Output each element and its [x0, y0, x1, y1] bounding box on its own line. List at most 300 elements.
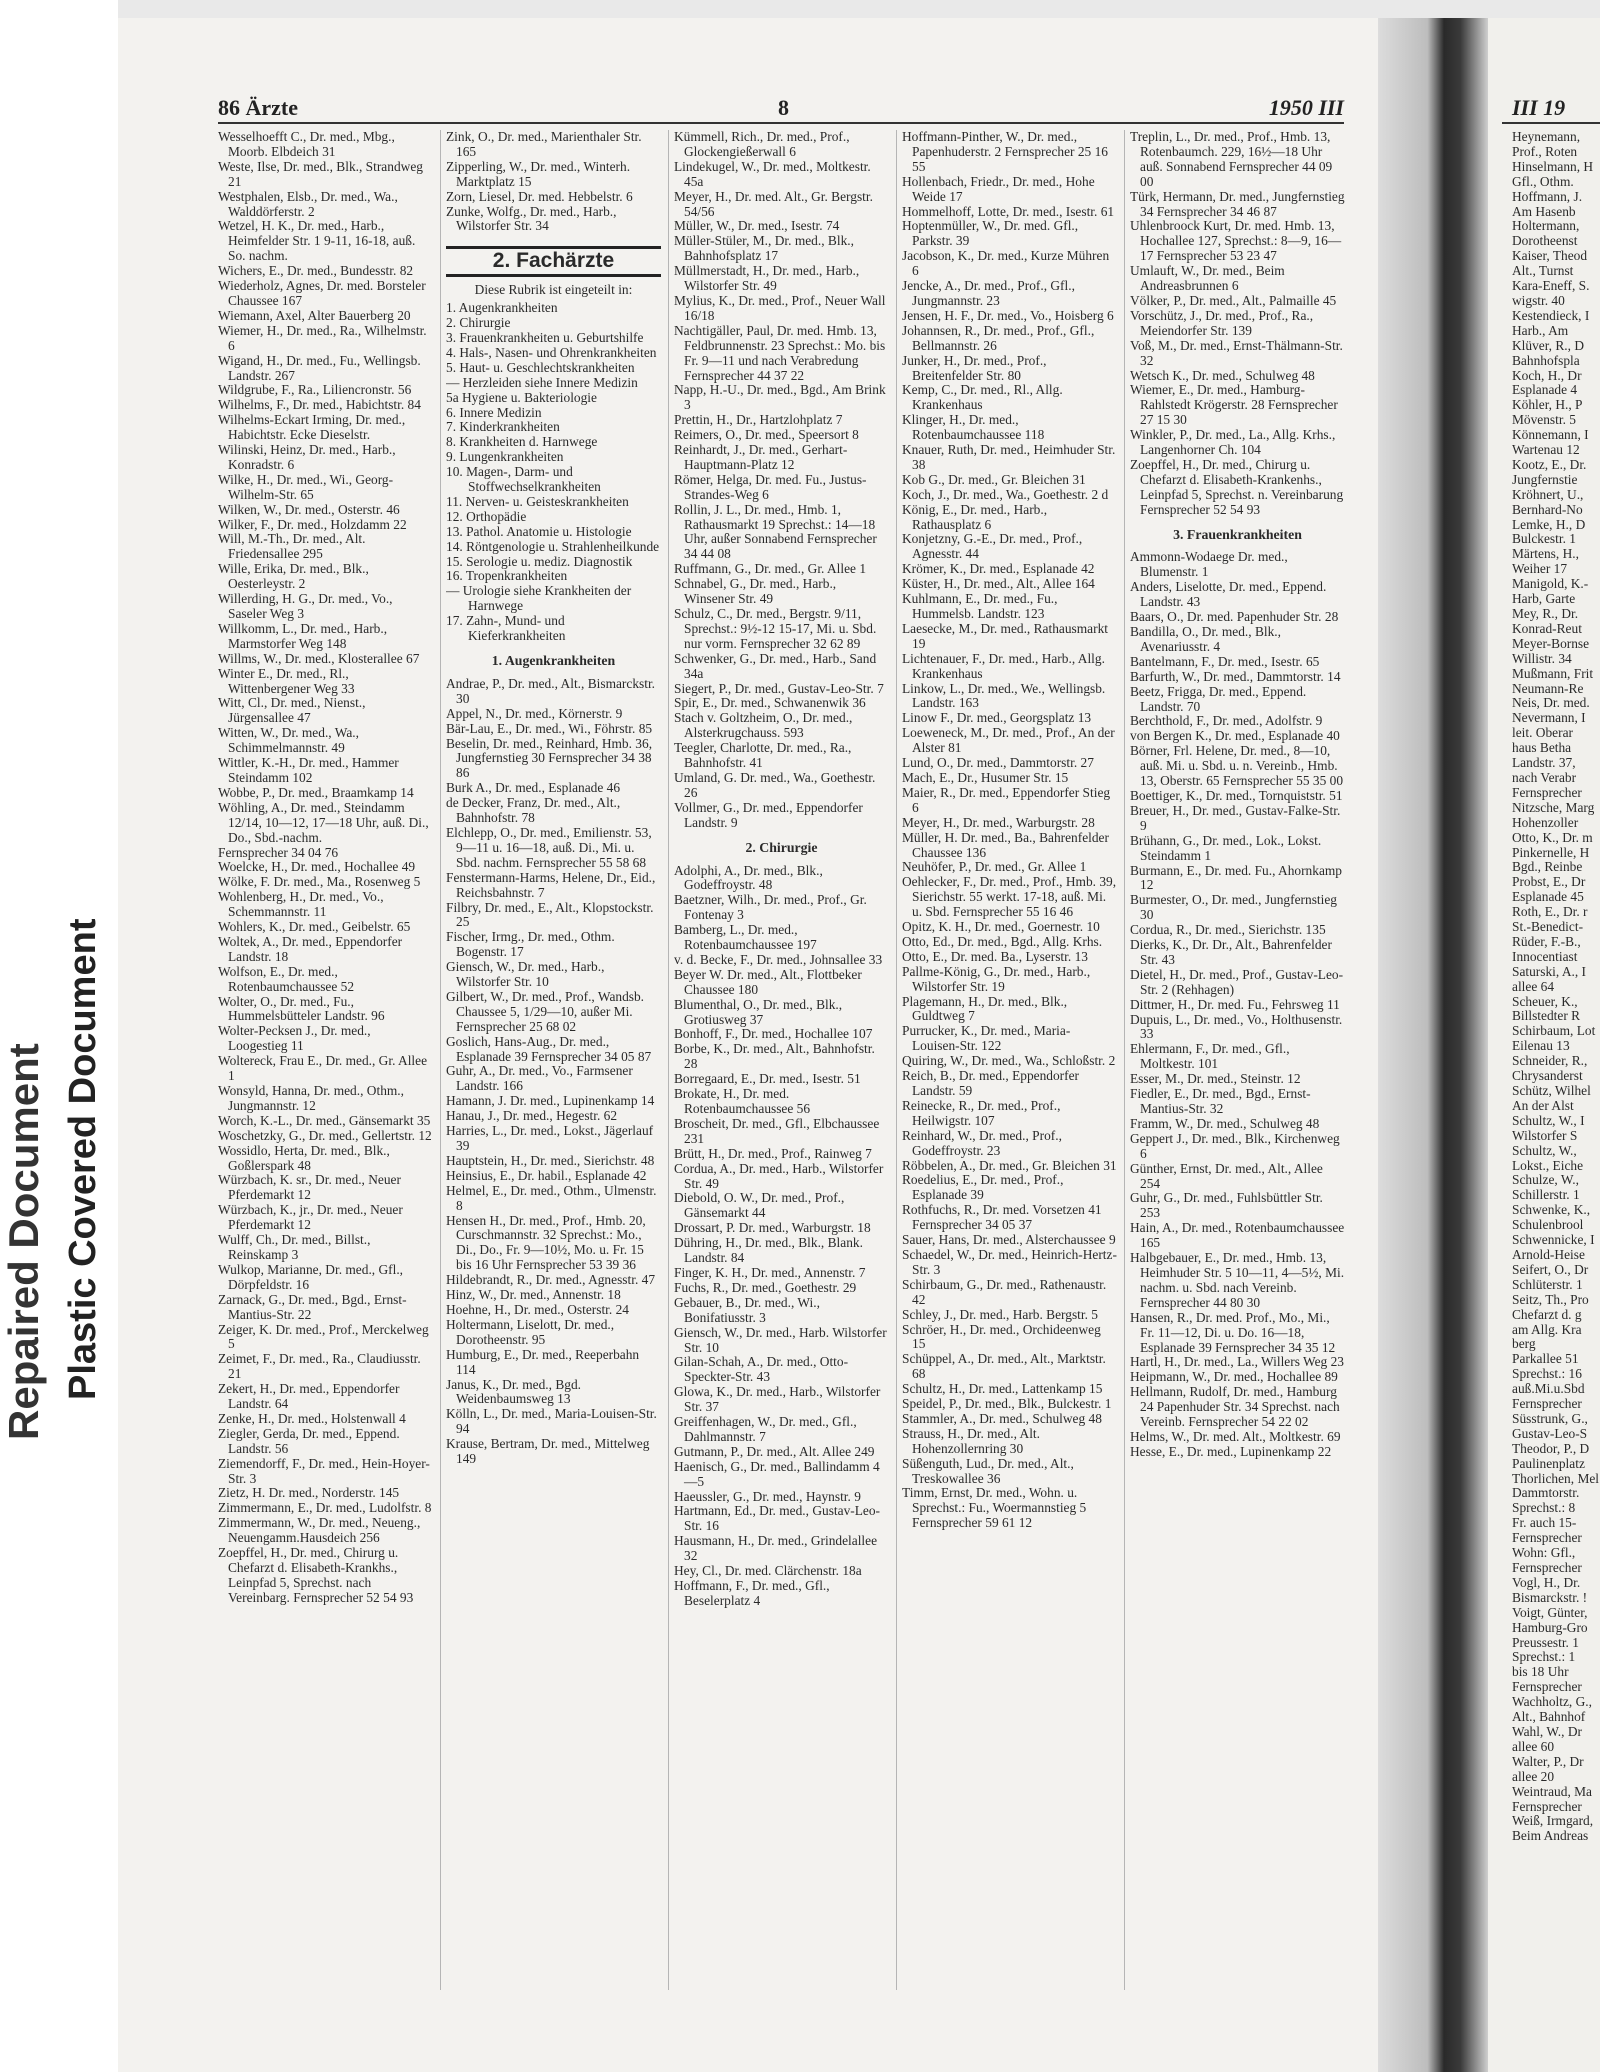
- directory-entry: Wilinski, Heinz, Dr. med., Harb., Konradstr. 6: [218, 442, 396, 472]
- facing-page-line: Schirbaum, Lot: [1512, 1023, 1596, 1039]
- directory-entry: Hellmann, Rudolf, Dr. med., Hamburg 24 Papenhuder Str. 34 Sprechst. nach Vereinb. Fernsprecher 54 22 02: [1130, 1384, 1340, 1430]
- directory-entry: Wiemer, E., Dr. med., Hamburg-Rahlstedt Krögerstr. 28 Fernsprecher 27 15 30: [1130, 382, 1338, 428]
- directory-entry: Ehlermann, F., Dr. med., Gfl., Moltkestr. 101: [1130, 1041, 1290, 1072]
- directory-entry: Kemp, C., Dr. med., Rl., Allg. Krankenhaus: [902, 382, 1063, 413]
- directory-entry: Krause, Bertram, Dr. med., Mittelweg 149: [446, 1436, 650, 1467]
- rubric-list-item: 10. Magen-, Darm- und Stoffwechselkrankheiten: [446, 464, 601, 495]
- directory-entry: Andrae, P., Dr. med., Alt., Bismarckstr. 30: [446, 675, 656, 706]
- directory-entry: Spir, E., Dr. med., Schwanenwik 36: [674, 695, 866, 711]
- directory-entry: Woltereck, Frau E., Dr. med., Gr. Allee 1: [218, 1053, 428, 1084]
- directory-entry: Wiemer, H., Dr. med., Ra., Wilhelmstr. 6: [218, 322, 427, 353]
- facing-page-line: Kaiser, Theod: [1512, 248, 1588, 264]
- directory-entry: Winter E., Dr. med., Rl., Wittenbergener Weg 33: [218, 665, 355, 696]
- directory-entry: Willms, W., Dr. med., Klosterallee 67: [218, 650, 420, 666]
- directory-entry: Ruffmann, G., Dr. med., Gr. Allee 1: [674, 561, 867, 577]
- directory-entry: Wesselhoefft C., Dr. med., Mbg., Moorb. Elbdeich 31: [218, 130, 395, 159]
- facing-page-line: Theodor, P., D: [1512, 1440, 1590, 1456]
- directory-entry: Küster, H., Dr. med., Alt., Allee 164: [902, 576, 1095, 592]
- directory-entry: Hildebrandt, R., Dr. med., Agnesstr. 47: [446, 1272, 656, 1288]
- facing-page-line: Weiß, Irmgard,: [1512, 1813, 1594, 1829]
- directory-entry: Römer, Helga, Dr. med. Fu., Justus-Strandes-Weg 6: [674, 471, 867, 502]
- directory-entry: Junker, H., Dr. med., Prof., Breitenfelder Str. 80: [902, 352, 1047, 383]
- facing-page-line: Schwennicke, I: [1512, 1232, 1595, 1248]
- directory-entry: Will, M.-Th., Dr. med., Alt. Friedensallee 295: [218, 531, 366, 562]
- directory-entry: Witt, Cl., Dr. med., Nienst., Jürgensallee 47: [218, 695, 366, 726]
- facing-page-line: Bulckestr. 1: [1512, 531, 1576, 547]
- directory-entry: Fenstermann-Harms, Helene, Dr., Eid., Reichsbahnstr. 7: [446, 869, 656, 900]
- directory-entry: Müller, H. Dr. med., Ba., Bahrenfelder Chaussee 136: [902, 829, 1109, 860]
- facing-page-line: Bgd., Reinbe: [1512, 859, 1583, 875]
- directory-entry: Kuhlmann, E., Dr. med., Fu., Hummelsb. Landstr. 123: [902, 591, 1058, 621]
- directory-entry: Schulz, C., Dr. med., Bergstr. 9/11, Sprechst.: 9½-12 15-17, Mi. u. Sbd. nur vorm. Fernsprecher 32 62 89: [674, 606, 877, 651]
- facing-page-line: haus Betha: [1512, 740, 1572, 756]
- directory-entry: Burk A., Dr. med., Esplanade 46: [446, 780, 621, 796]
- directory-entry: Finger, K. H., Dr. med., Annenstr. 7: [674, 1264, 866, 1280]
- facing-page-line: allee 20: [1512, 1768, 1555, 1784]
- directory-entry: Wolfson, E., Dr. med., Rotenbaumchaussee 52: [218, 963, 355, 994]
- facing-page-line: Lemke, H., D: [1512, 516, 1586, 532]
- facing-page-line: Fernsprecher: [1512, 1679, 1582, 1695]
- rubric-list-item: 2. Chirurgie: [446, 315, 511, 331]
- directory-column-2: [446, 130, 661, 1990]
- facing-page-line: Landstr. 37,: [1512, 755, 1576, 771]
- section-box-heading: 2. Fachärzte: [446, 246, 661, 277]
- facing-page-line: Konrad-Reut: [1512, 620, 1582, 636]
- facing-page-line: Schultz, W.,: [1512, 1142, 1577, 1158]
- directory-entry: Dühring, H., Dr. med., Blk., Blank. Landstr. 84: [674, 1235, 863, 1266]
- directory-entry: Zoepffel, H., Dr. med., Chirurg u. Chefarzt d. Elisabeth-Krankenhs., Leinpfad 5, Sprechst. n. Vereinbarung Fernsprecher 52 54 93: [1130, 456, 1344, 517]
- directory-entry: Cordua, R., Dr. med., Sierichstr. 135: [1130, 922, 1326, 938]
- directory-entry: de Decker, Franz, Dr. med., Alt., Bahnhofstr. 78: [446, 795, 621, 826]
- directory-entry: Appel, N., Dr. med., Körnerstr. 9: [446, 705, 623, 721]
- directory-column-4: [902, 130, 1117, 1990]
- directory-entry: Stammler, A., Dr. med., Schulweg 48: [902, 1410, 1102, 1426]
- facing-page-line: Hinselmann, H: [1512, 158, 1594, 174]
- facing-page-line: nach Verabr: [1512, 769, 1577, 785]
- facing-page-line: Bernhard-No: [1512, 501, 1583, 517]
- directory-entry: Wöhling, A., Dr. med., Steindamm 12/14, 10—12, 17—18 Uhr, auß. Di., Do., Sbd.-nachm.: [218, 799, 429, 845]
- directory-entry: Teegler, Charlotte, Dr. med., Ra., Bahnhofstr. 41: [674, 740, 852, 771]
- directory-entry: Opitz, K. H., Dr. med., Goernestr. 10: [902, 919, 1100, 935]
- facing-page-line: Wilstorfer S: [1512, 1127, 1578, 1143]
- directory-entry: Wolter-Pecksen J., Dr. med., Loogestieg 11: [218, 1023, 371, 1054]
- directory-entry: Ziemendorff, F., Dr. med., Hein-Hoyer-Str. 3: [218, 1455, 430, 1486]
- directory-entry: Woltek, A., Dr. med., Eppendorfer Landstr. 18: [218, 933, 403, 964]
- directory-entry: Adolphi, A., Dr. med., Blk., Godeffroystr. 48: [674, 862, 823, 893]
- directory-entry: Mach, E., Dr., Husumer Str. 15: [902, 769, 1069, 785]
- plastic-covered-label: Plastic Covered Document: [62, 918, 104, 1400]
- facing-page-line: Kestendieck, I: [1512, 307, 1590, 323]
- rubric-list-item: 7. Kinderkrankheiten: [446, 419, 560, 435]
- facing-page-line: leit. Oberar: [1512, 725, 1573, 741]
- directory-entry: Purrucker, K., Dr. med., Maria-Louisen-Str. 122: [902, 1023, 1071, 1054]
- directory-entry: Bandilla, O., Dr. med., Blk., Avenariusstr. 4: [1130, 624, 1282, 654]
- directory-entry: Würzbach, K., jr., Dr. med., Neuer Pferdemarkt 12: [218, 1202, 403, 1233]
- directory-entry: Meyer, H., Dr. med. Alt., Gr. Bergstr. 54/56: [674, 188, 873, 219]
- directory-entry: Wigand, H., Dr. med., Fu., Wellingsb. Landstr. 267: [218, 352, 421, 383]
- directory-entry: Hesse, E., Dr. med., Lupinenkamp 22: [1130, 1443, 1332, 1459]
- facing-page-line: Fernsprecher: [1512, 784, 1582, 800]
- directory-entry: Haeussler, G., Dr. med., Haynstr. 9: [674, 1488, 861, 1504]
- directory-entry: Prettin, H., Dr., Hartzlohplatz 7: [674, 412, 843, 428]
- facing-page-line: Sprechst.: 16: [1512, 1366, 1582, 1382]
- directory-entry: Hinz, W., Dr. med., Annenstr. 18: [446, 1287, 621, 1303]
- directory-entry: Burmester, O., Dr. med., Jungfernstieg 30: [1130, 892, 1337, 923]
- directory-entry: Lichtenauer, F., Dr. med., Harb., Allg. Krankenhaus: [902, 650, 1105, 681]
- directory-entry: Dittmer, H., Dr. med. Fu., Fehrsweg 11: [1130, 996, 1340, 1012]
- directory-entry: Filbry, Dr. med., E., Alt., Klopstockstr. 25: [446, 899, 654, 930]
- directory-entry: Guhr, A., Dr. med., Vo., Farmsener Landstr. 166: [446, 1063, 633, 1094]
- facing-page-line: Fernsprecher: [1512, 1798, 1582, 1814]
- facing-page-line: Arnold-Heise: [1512, 1246, 1585, 1262]
- directory-entry: Drossart, P. Dr. med., Warburgstr. 18: [674, 1220, 871, 1236]
- facing-page-line: Roth, E., Dr. r: [1512, 904, 1588, 920]
- facing-page-line: Probst, E., Dr: [1512, 874, 1586, 890]
- directory-entry: Timm, Ernst, Dr. med., Wohn. u. Sprechst.: Fu., Woermannstieg 5 Fernsprecher 59 61 12: [902, 1485, 1087, 1531]
- directory-entry: Zarnack, G., Dr. med., Bgd., Ernst-Mantius-Str. 22: [218, 1291, 407, 1322]
- directory-entry: Voß, M., Dr. med., Ernst-Thälmann-Str. 32: [1130, 337, 1343, 368]
- directory-entry: Woschetzky, G., Dr. med., Gellertstr. 12: [218, 1127, 432, 1143]
- facing-page-line: Schneider, R.,: [1512, 1053, 1588, 1069]
- directory-entry: Hensen H., Dr. med., Prof., Hmb. 20, Curschmannstr. 32 Sprechst.: Mo., Di., Do., Fr. 9—10½, Mo. u. Fr. 15 bis 16 Uhr Fernsprecher 53 39 36: [446, 1212, 646, 1273]
- directory-entry: Müller, W., Dr. med., Isestr. 74: [674, 218, 840, 234]
- facing-page-line: Alt., Bahnhof: [1512, 1709, 1586, 1725]
- rubric-list-item: 16. Tropenkrankheiten: [446, 568, 568, 584]
- facing-page-line: am Allg. Kra: [1512, 1321, 1582, 1337]
- directory-entry: Krömer, K., Dr. med., Esplanade 42: [902, 561, 1095, 577]
- directory-entry: Otto, Ed., Dr. med., Bgd., Allg. Krhs.: [902, 933, 1103, 949]
- repaired-document-label: Repaired Document: [0, 1043, 47, 1440]
- column-divider: [440, 130, 441, 1990]
- facing-page-line: Preussestr. 1: [1512, 1634, 1579, 1650]
- directory-entry: Bär-Lau, E., Dr. med., Wi., Föhrstr. 85: [446, 720, 653, 736]
- directory-entry: Guhr, G., Dr. med., Fuhlsbüttler Str. 253: [1130, 1190, 1323, 1221]
- directory-entry: Hain, A., Dr. med., Rotenbaumchaussee 165: [1130, 1220, 1345, 1251]
- directory-entry: Greiffenhagen, W., Dr. med., Gfl., Dahlmannstr. 7: [674, 1414, 857, 1444]
- directory-entry: Zipperling, W., Dr. med., Winterh. Marktplatz 15: [446, 158, 631, 189]
- directory-entry: Giensch, W., Dr. med., Harb. Wilstorfer Str. 10: [674, 1324, 887, 1355]
- facing-page-line: Am Hasenb: [1512, 203, 1576, 219]
- directory-entry: Weste, Ilse, Dr. med., Blk., Strandweg 21: [218, 158, 423, 189]
- directory-entry: Rollin, J. L., Dr. med., Hmb. 1, Rathausmarkt 19 Sprechst.: 14—18 Uhr, außer Sonnabend Fernsprecher 34 44 08: [674, 501, 877, 562]
- directory-entry: Wilker, F., Dr. med., Holzdamm 22: [218, 516, 407, 532]
- directory-entry: Gilbert, W., Dr. med., Prof., Wandsb. Chaussee 5, 1/29—10, außer Mi. Fernsprecher 25 68 02: [446, 988, 645, 1034]
- rubric-list-item: 4. Hals-, Nasen- und Ohrenkrankheiten: [446, 344, 657, 360]
- directory-entry: Vollmer, G., Dr. med., Eppendorfer Landstr. 9: [674, 799, 863, 830]
- directory-entry: Kölln, L., Dr. med., Maria-Louisen-Str. 94: [446, 1406, 657, 1437]
- directory-entry: Baars, O., Dr. med. Papenhuder Str. 28: [1130, 609, 1339, 625]
- directory-entry: Hanau, J., Dr. med., Hegestr. 62: [446, 1108, 618, 1124]
- facing-page-line: Billstedter R: [1512, 1008, 1581, 1024]
- facing-page-line: Esplanade 4: [1512, 382, 1578, 398]
- directory-entry: Quiring, W., Dr. med., Wa., Schloßstr. 2: [902, 1053, 1116, 1069]
- directory-entry: Hamann, J. Dr. med., Lupinenkamp 14: [446, 1093, 655, 1109]
- directory-entry: Napp, H.-U., Dr. med., Bgd., Am Brink 3: [674, 382, 886, 413]
- directory-entry: Zorn, Liesel, Dr. med. Hebbelstr. 6: [446, 188, 633, 204]
- directory-entry: Boettiger, K., Dr. med., Tornquiststr. 51: [1130, 787, 1343, 803]
- directory-entry: Haenisch, G., Dr. med., Ballindamm 4—5: [674, 1458, 880, 1489]
- directory-entry: Zietz, H. Dr. med., Norderstr. 145: [218, 1485, 400, 1501]
- column-divider: [668, 130, 669, 1990]
- directory-column-3: [674, 130, 889, 1990]
- directory-entry: Wetsch K., Dr. med., Schulweg 48: [1130, 367, 1315, 383]
- facing-page-line: Hohenzoller: [1512, 814, 1579, 830]
- column-divider: [1124, 130, 1125, 1990]
- directory-entry: Röbbelen, A., Dr. med., Gr. Bleichen 31: [902, 1157, 1117, 1173]
- directory-entry: Woelcke, H., Dr. med., Hochallee 49: [218, 859, 416, 875]
- facing-page-line: Nitzsche, Marg: [1512, 799, 1595, 815]
- facing-page-line: Meyer-Bornse: [1512, 635, 1590, 651]
- facing-page-header: III 19: [1512, 95, 1566, 120]
- directory-entry: Völker, P., Dr. med., Alt., Palmaille 45: [1130, 292, 1337, 308]
- page-number: 8: [778, 95, 789, 120]
- directory-entry: Witten, W., Dr. med., Wa., Schimmelmannstr. 49: [218, 725, 359, 756]
- directory-entry: Wulkop, Marianne, Dr. med., Gfl., Dörpfeldstr. 16: [218, 1261, 404, 1292]
- facing-page-line: Gustav-Leo-S: [1512, 1425, 1588, 1441]
- facing-page-line: auß.Mi.u.Sbd: [1512, 1381, 1585, 1397]
- facing-page-line: Alt., Turnst: [1512, 263, 1574, 279]
- directory-entry: Helmel, E., Dr. med., Othm., Ulmenstr. 8: [446, 1182, 657, 1213]
- directory-entry: Wilhelms, F., Dr. med., Habichtstr. 84: [218, 397, 421, 413]
- directory-entry: Wolter, O., Dr. med., Fu., Hummelsbütteler Landstr. 96: [218, 993, 385, 1024]
- facing-page-line: Fr. auch 15-: [1512, 1515, 1577, 1531]
- directory-entry: Plagemann, H., Dr. med., Blk., Guldtweg 7: [902, 993, 1068, 1024]
- facing-page-line: Voigt, Günter,: [1512, 1604, 1588, 1620]
- directory-entry: Loeweneck, M., Dr. med., Prof., An der Alster 81: [902, 725, 1115, 756]
- facing-page-line: Gfl., Othm.: [1512, 173, 1574, 189]
- directory-entry: Winkler, P., Dr. med., La., Allg. Krhs., Langenhorner Ch. 104: [1130, 427, 1336, 458]
- directory-entry: Wobbe, P., Dr. med., Braamkamp 14: [218, 784, 414, 800]
- facing-page-line: Schulenbrool: [1512, 1217, 1584, 1233]
- facing-page-line: Köhler, H., P: [1512, 397, 1583, 413]
- directory-entry: Knauer, Ruth, Dr. med., Heimhuder Str. 38: [902, 442, 1116, 472]
- directory-entry: Kob G., Dr. med., Gr. Bleichen 31: [902, 471, 1086, 487]
- directory-entry: Lund, O., Dr. med., Dammtorstr. 27: [902, 755, 1094, 771]
- book-gutter: [1378, 18, 1488, 2072]
- directory-entry: Holtermann, Liselott, Dr. med., Dorotheenstr. 95: [446, 1316, 615, 1347]
- facing-page-line: Könnemann, I: [1512, 427, 1589, 443]
- directory-entry: Bamberg, L., Dr. med., Rotenbaumchaussee 197: [674, 922, 817, 953]
- directory-entry: Jacobson, K., Dr. med., Kurze Mühren 6: [902, 248, 1110, 279]
- facing-page-line: Weiher 17: [1512, 561, 1568, 577]
- facing-page-line: Sprechst.: 1: [1512, 1649, 1576, 1665]
- directory-entry: Reich, B., Dr. med., Eppendorfer Landstr. 59: [902, 1068, 1080, 1098]
- directory-entry: Johannsen, R., Dr. med., Prof., Gfl., Bellmannstr. 26: [902, 322, 1095, 353]
- facing-page-line: Jungfernstie: [1512, 471, 1578, 487]
- directory-entry: Cordua, A., Dr. med., Harb., Wilstorfer Str. 49: [674, 1160, 884, 1191]
- directory-entry: Müllmerstadt, H., Dr. med., Harb., Wilstorfer Str. 49: [674, 263, 860, 294]
- directory-entry: Reinhardt, J., Dr. med., Gerhart-Hauptmann-Platz 12: [674, 442, 848, 472]
- directory-entry: Kümmell, Rich., Dr. med., Prof., Glockengießerwall 6: [674, 130, 850, 159]
- facing-page-line: wigstr. 40: [1512, 292, 1565, 308]
- facing-page-line: Bahnhofspla: [1512, 352, 1580, 368]
- directory-entry: Beyer W. Dr. med., Alt., Flottbeker Chaussee 180: [674, 966, 862, 997]
- rubric-list-item: 13. Pathol. Anatomie u. Histologie: [446, 523, 632, 539]
- directory-entry: Türk, Hermann, Dr. med., Jungfernstieg 34 Fernsprecher 34 46 87: [1130, 188, 1345, 219]
- directory-entry: Wilhelms-Eckart Irming, Dr. med., Habichtstr. Ecke Dieselstr.: [218, 412, 406, 443]
- facing-page-line: Harb, Garte: [1512, 591, 1576, 607]
- directory-entry: Reinecke, R., Dr. med., Prof., Heilwigstr. 107: [902, 1097, 1061, 1128]
- directory-entry: Anders, Liselotte, Dr. med., Eppend. Landstr. 43: [1130, 579, 1327, 610]
- directory-entry: Fernsprecher 34 04 76: [218, 844, 339, 860]
- directory-entry: Schnabel, G., Dr. med., Harb., Winsener Str. 49: [674, 576, 837, 607]
- facing-page-line: Kootz, E., Dr.: [1512, 456, 1587, 472]
- facing-page-line: Neis, Dr. med.: [1512, 695, 1590, 711]
- facing-page-line: Innocentiast: [1512, 948, 1578, 964]
- rubric-list-item: 1. Augenkrankheiten: [446, 300, 558, 316]
- facing-page-line: Hamburg-Gro: [1512, 1619, 1588, 1635]
- facing-page-line: An der Alst: [1512, 1097, 1574, 1113]
- facing-page-line: Seifert, O., Dr: [1512, 1261, 1589, 1277]
- directory-entry: Hansen, R., Dr. med. Prof., Mo., Mi., Fr. 11—12, Di. u. Do. 16—18, Esplanade 39 Fernsprecher 34 35 12: [1130, 1309, 1336, 1355]
- directory-entry: Wohlers, K., Dr. med., Geibelstr. 65: [218, 919, 411, 935]
- rubric-list-item: 14. Röntgenologie u. Strahlenheilkunde: [446, 538, 660, 554]
- facing-page-line: Wachholtz, G.,: [1512, 1694, 1592, 1710]
- directory-entry: Zekert, H., Dr. med., Eppendorfer Landstr. 64: [218, 1381, 400, 1412]
- facing-page-line: Pinkernelle, H: [1512, 844, 1590, 860]
- directory-entry: Umlauft, W., Dr. med., Beim Andreasbrunnen 6: [1130, 263, 1285, 294]
- facing-page-line: allee 64: [1512, 978, 1555, 994]
- directory-entry: Zenke, H., Dr. med., Holstenwall 4: [218, 1410, 406, 1426]
- directory-entry: Wichers, E., Dr. med., Bundesstr. 82: [218, 263, 414, 279]
- header-rule: [218, 122, 1344, 124]
- directory-entry: Würzbach, K. sr., Dr. med., Neuer Pferdemarkt 12: [218, 1172, 401, 1203]
- facing-page-line: Wohn: Gfl.,: [1512, 1545, 1576, 1561]
- directory-entry: Dierks, K., Dr. Dr., Alt., Bahrenfelder Str. 43: [1130, 937, 1332, 967]
- directory-column-5: [1130, 130, 1345, 1990]
- directory-entry: Esser, M., Dr. med., Steinstr. 12: [1130, 1071, 1301, 1087]
- facing-page-fragment: [1488, 18, 1600, 2072]
- directory-entry: Stach v. Goltzheim, O., Dr. med., Alsterkrugchauss. 593: [674, 710, 853, 741]
- header-section-title: 86 Ärzte: [218, 95, 299, 120]
- facing-page-line: Schulze, W.,: [1512, 1172, 1579, 1188]
- directory-entry: Borregaard, E., Dr. med., Isestr. 51: [674, 1071, 861, 1087]
- directory-entry: Willerding, H. G., Dr. med., Vo., Saseler Weg 3: [218, 591, 393, 621]
- facing-page-line: Eilenau 13: [1512, 1038, 1570, 1054]
- directory-entry: Brokate, H., Dr. med. Rotenbaumchaussee 56: [674, 1086, 811, 1116]
- facing-page-line: Esplanade 45: [1512, 889, 1584, 905]
- directory-entry: Beselin, Dr. med., Reinhard, Hmb. 36, Jungfernstieg 30 Fernsprecher 34 38 86: [446, 735, 653, 781]
- directory-entry: Fischer, Irmg., Dr. med., Othm. Bogenstr. 17: [446, 929, 615, 960]
- facing-page-line: Mey, R., Dr.: [1512, 606, 1579, 621]
- facing-page-line: Otto, K., Dr. m: [1512, 829, 1593, 845]
- directory-entry: Schröer, H., Dr. med., Orchideenweg 15: [902, 1321, 1101, 1352]
- directory-entry: Umland, G. Dr. med., Wa., Goethestr. 26: [674, 769, 876, 800]
- facing-page-line: Saturski, A., I: [1512, 963, 1587, 979]
- directory-entry: Dietel, H., Dr. med., Prof., Gustav-Leo-Str. 2 (Rehhagen): [1130, 966, 1344, 997]
- directory-entry: von Bergen K., Dr. med., Esplanade 40: [1130, 728, 1340, 744]
- directory-entry: Linkow, L., Dr. med., We., Wellingsb. Landstr. 163: [902, 680, 1106, 711]
- directory-entry: Berchthold, F., Dr. med., Adolfstr. 9: [1130, 713, 1323, 729]
- facing-page-line: Neumann-Re: [1512, 680, 1584, 696]
- rubric-list-item: 12. Orthopädie: [446, 508, 527, 524]
- directory-entry: Schaedel, W., Dr. med., Heinrich-Hertz-Str. 3: [902, 1246, 1117, 1277]
- directory-entry: Schüppel, A., Dr. med., Alt., Marktstr. 68: [902, 1351, 1106, 1382]
- directory-entry: Wonsyld, Hanna, Dr. med., Othm., Jungmannstr. 12: [218, 1083, 404, 1113]
- directory-entry: Lindekugel, W., Dr. med., Moltkestr. 45a: [674, 158, 871, 189]
- directory-entry: Pallme-König, G., Dr. med., Harb., Wilstorfer Str. 19: [902, 963, 1091, 994]
- directory-entry: Harries, L., Dr. med., Lokst., Jägerlauf 39: [446, 1123, 654, 1153]
- directory-entry: Börner, Frl. Helene, Dr. med., 8—10, auß. Mi. u. Sbd. u. n. Vereinb., Hmb. 13, Oberstr. 65 Fernsprecher 55 35 00: [1130, 743, 1344, 789]
- directory-entry: Oehlecker, F., Dr. med., Prof., Hmb. 39, Sierichstr. 55 werkt. 17-18, auß. Mi. u. Sbd. Fernsprecher 55 16 46: [902, 874, 1117, 920]
- facing-page-line: Rüder, F.-B.,: [1512, 933, 1581, 949]
- facing-page-line: Kröhnert, U.,: [1512, 486, 1584, 502]
- rubric-list-item: 6. Innere Medizin: [446, 404, 542, 420]
- directory-entry: Burmann, E., Dr. med. Fu., Ahornkamp 12: [1130, 862, 1342, 893]
- directory-entry: Zimmermann, W., Dr. med., Neueng., Neuengamm.Hausdeich 256: [218, 1515, 421, 1546]
- facing-page-line: Thorlichen, Mel: [1512, 1470, 1600, 1486]
- directory-entry: Konjetzny, G.-E., Dr. med., Prof., Agnesstr. 44: [902, 531, 1083, 562]
- directory-entry: Wulff, Ch., Dr. med., Billst., Reinskamp 3: [218, 1232, 371, 1262]
- directory-entry: Worch, K.-L., Dr. med., Gänsemarkt 35: [218, 1112, 431, 1128]
- directory-entry: Bonhoff, F., Dr. med., Hochallee 107: [674, 1026, 873, 1042]
- scan-margin: [0, 0, 118, 2072]
- directory-entry: Geppert J., Dr. med., Blk., Kirchenweg 6: [1130, 1130, 1340, 1161]
- directory-entry: Wossidlo, Herta, Dr. med., Blk., Goßlerspark 48: [218, 1142, 390, 1173]
- rubric-list-item: 9. Lungenkrankheiten: [446, 449, 564, 465]
- directory-entry: Reimers, O., Dr. med., Speersort 8: [674, 427, 859, 443]
- facing-page-rule: [1502, 122, 1600, 124]
- facing-page-line: Fernsprecher: [1512, 1396, 1582, 1412]
- facing-page-line: Süsstrunk, G.,: [1512, 1410, 1588, 1426]
- facing-page-line: Schlüterstr. 1: [1512, 1276, 1583, 1292]
- directory-entry: Hommelhoff, Lotte, Dr. med., Isestr. 61: [902, 203, 1115, 219]
- directory-entry: Günther, Ernst, Dr. med., Alt., Allee 254: [1130, 1160, 1323, 1191]
- directory-entry: Brütt, H., Dr. med., Prof., Rainweg 7: [674, 1145, 872, 1161]
- facing-page-line: Prof., Roten: [1512, 143, 1578, 159]
- directory-entry: Brühann, G., Dr. med., Lok., Lokst. Steindamm 1: [1130, 832, 1322, 863]
- directory-entry: Hey, Cl., Dr. med. Clärchenstr. 18a: [674, 1563, 862, 1579]
- facing-page-line: Koch, H., Dr: [1512, 367, 1582, 383]
- rubric-list-item: 3. Frauenkrankheiten u. Geburtshilfe: [446, 329, 644, 345]
- facing-page-line: Märtens, H.,: [1512, 546, 1579, 562]
- facing-page-line: Dorotheenst: [1512, 233, 1578, 249]
- directory-entry: Zink, O., Dr. med., Marienthaler Str. 165: [446, 130, 642, 159]
- directory-entry: Goslich, Hans-Aug., Dr. med., Esplanade 39 Fernsprecher 34 05 87: [446, 1033, 652, 1064]
- directory-entry: Willkomm, L., Dr. med., Harb., Marmstorfer Weg 148: [218, 620, 388, 651]
- facing-page-line: Wahl, W., Dr: [1512, 1723, 1582, 1739]
- facing-page-line: Vogl, H., Dr.: [1512, 1574, 1581, 1590]
- directory-entry: Elchlepp, O., Dr. med., Emilienstr. 53, 9—11 u. 16—18, auß. Di., Mi. u. Sbd. nachm. Fernsprecher 55 58 68: [446, 824, 652, 870]
- directory-entry: Gilan-Schah, A., Dr. med., Otto-Speckter-Str. 43: [674, 1354, 849, 1385]
- directory-entry: Wölke, F. Dr. med., Ma., Rosenweg 5: [218, 874, 421, 890]
- facing-page-line: Weintraud, Ma: [1512, 1783, 1592, 1799]
- directory-entry: Jencke, A., Dr. med., Prof., Gfl., Jungmannstr. 23: [902, 278, 1075, 308]
- directory-entry: Strauss, H., Dr. med., Alt. Hohenzollernring 30: [902, 1425, 1040, 1456]
- directory-entry: Klinger, H., Dr. med., Rotenbaumchaussee 118: [902, 412, 1045, 443]
- facing-page-line: Schillerstr. 1: [1512, 1187, 1580, 1203]
- facing-page-line: berg: [1512, 1336, 1536, 1352]
- facing-page-line: Chrysanderst: [1512, 1068, 1583, 1084]
- facing-page-line: Scheuer, K.,: [1512, 993, 1578, 1009]
- facing-page-line: Heynemann,: [1512, 129, 1581, 144]
- directory-entry: Treplin, L., Dr. med., Prof., Hmb. 13, Rotenbaumch. 229, 16½—18 Uhr auß. Sonnabend Fernsprecher 44 09 00: [1130, 130, 1333, 189]
- directory-entry: Mylius, K., Dr. med., Prof., Neuer Wall 16/18: [674, 292, 886, 323]
- directory-entry: Speidel, P., Dr. med., Blk., Bulckestr. 1: [902, 1396, 1112, 1412]
- directory-entry: Zoepffel, H., Dr. med., Chirurg u. Chefarzt d. Elisabeth-Krankhs., Leinpfad 5, Sprechst. nach Vereinbarg. Fernsprecher 52 54 93: [218, 1545, 414, 1605]
- directory-entry: Wilken, W., Dr. med., Osterstr. 46: [218, 501, 400, 517]
- directory-entry: Sauer, Hans, Dr. med., Alsterchaussee 9: [902, 1232, 1116, 1248]
- directory-entry: Helms, W., Dr. med. Alt., Moltkestr. 69: [1130, 1428, 1341, 1444]
- directory-entry: Nachtigäller, Paul, Dr. med. Hmb. 13, Feldbrunnenstr. 23 Sprechst.: Mo. bis Fr. 9—11 und nach Verabredung Fernsprecher 44 37 22: [674, 322, 886, 383]
- facing-page-line: Dammtorstr.: [1512, 1485, 1580, 1501]
- rubric-list-item: — Herzleiden siehe Innere Medizin: [446, 374, 638, 390]
- subsection-heading: 1. Augenkrankheiten: [491, 653, 616, 668]
- facing-page-line: Mußmann, Frit: [1512, 665, 1594, 681]
- facing-page-line: Parkallee 51: [1512, 1351, 1579, 1367]
- directory-entry: Bantelmann, F., Dr. med., Isestr. 65: [1130, 653, 1320, 669]
- rubric-list-item: 11. Nerven- u. Geisteskrankheiten: [446, 493, 629, 509]
